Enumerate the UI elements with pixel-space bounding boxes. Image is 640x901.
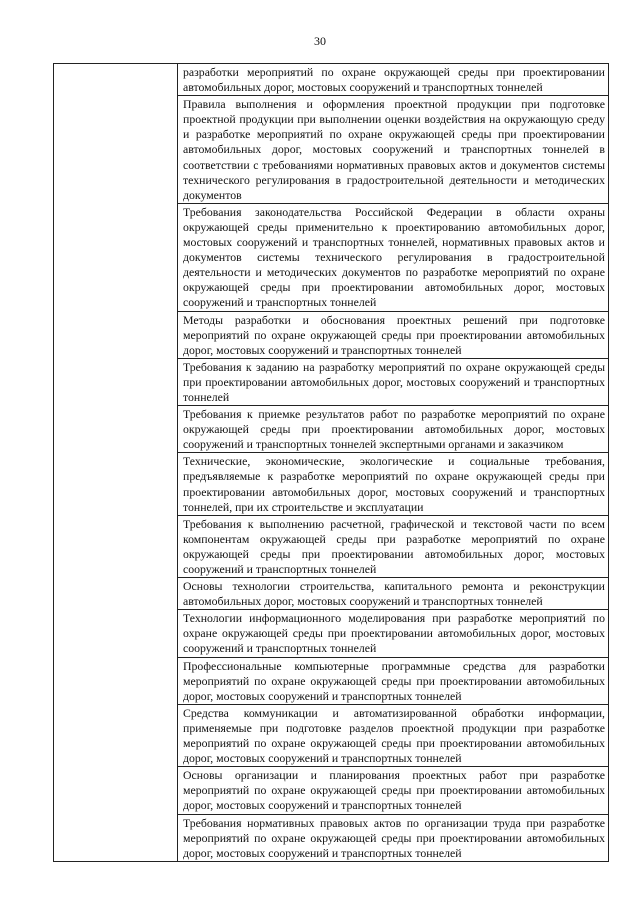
- requirement-cell: [178, 453, 609, 515]
- requirement-text: разработки мероприятий по охране окружающей среды при проектировании автомобильных дорог, мостовых сооружений и транспортных тоннелей: [183, 65, 605, 95]
- requirement-text: Требования к приемке результатов работ по разработке мероприятий по охране окружающей среды при проектировании автомобильных дорог, мостовых сооружений и транспортных тоннелей экспертными органами и заказчиком: [183, 407, 605, 452]
- requirement-text: Требования к выполнению расчетной, графической и текстовой части по всем компонентам окружающей среды при разработке мероприятий по охране окружающей среды при проектировании автомобильных дорог, мостовых сооружений и транспортных тоннелей: [183, 516, 605, 576]
- requirement-text: Методы разработки и обоснования проектных решений при подготовке мероприятий по охране окружающей среды при проектировании автомобильных дорог, мостовых сооружений и транспортных тоннелей: [183, 312, 605, 357]
- requirement-text: Технические, экономические, экологические и социальные требования, предъявляемые к разработке мероприятий по охране окружающей среды при проектировании автомобильных дорог, мостовых сооружений и транспортных тоннелей, при их строительстве и эксплуатации: [183, 454, 605, 514]
- requirement-text: Технологии информационного моделирования при разработке мероприятий по охране окружающей среды при проектировании автомобильных дорог, мостовых сооружений и транспортных тоннелей: [183, 611, 605, 656]
- requirement-cell: [178, 610, 609, 657]
- requirement-text: Основы организации и планирования проектных работ при разработке мероприятий по охране окружающей среды при проектировании автомобильных дорог, мостовых сооружений и транспортных тоннелей: [183, 768, 605, 813]
- requirement-cell: [178, 311, 609, 358]
- requirement-cell: [178, 814, 609, 861]
- requirement-cell: [178, 657, 609, 704]
- requirement-text: Требования к заданию на разработку мероприятий по охране окружающей среды при проектировании автомобильных дорог, мостовых сооружений и транспортных тоннелей: [183, 359, 605, 404]
- knowledge-table: [53, 63, 609, 862]
- requirement-cell: [178, 406, 609, 453]
- requirement-text: Требования нормативных правовых актов по организации труда при разработке мероприятий по охране окружающей среды при проектировании автомобильных дорог, мостовых сооружений и транспортных тоннелей: [183, 815, 605, 860]
- requirement-cell: [178, 64, 609, 96]
- label-column-cell: [54, 64, 178, 862]
- requirement-cell: [178, 96, 609, 204]
- requirement-text: Требования законодательства Российской Федерации в области охраны окружающей среды применительно к проектированию автомобильных дорог, мостовых сооружений и транспортных тоннелей, нормативных правовых актов и документов системы технического регулирования в градостроительной деятельности и методических документов по разработке мероприятий по охране окружающей среды при проектировании автомобильных дорог, мостовых сооружений и транспортных тоннелей: [183, 204, 605, 310]
- requirement-cell: [178, 704, 609, 766]
- table-row: [54, 64, 609, 96]
- requirement-cell: [178, 767, 609, 814]
- requirement-cell: [178, 515, 609, 577]
- requirement-cell: [178, 358, 609, 405]
- requirement-cell: [178, 203, 609, 311]
- requirement-text: Основы технологии строительства, капитального ремонта и реконструкции автомобильных дорог, мостовых сооружений и транспортных тоннелей: [183, 579, 605, 609]
- requirement-text: Профессиональные компьютерные программные средства для разработки мероприятий по охране окружающей среды при проектировании автомобильных дорог, мостовых сооружений и транспортных тоннелей: [183, 658, 605, 703]
- page-number: 30: [314, 34, 326, 48]
- requirement-text: Средства коммуникации и автоматизированной обработки информации, применяемые при подготовке разделов проектной продукции при разработке мероприятий по охране окружающей среды при проектировании автомобильных дорог, мостовых сооружений и транспортных тоннелей: [183, 705, 605, 766]
- requirement-text: Правила выполнения и оформления проектной продукции при подготовке проектной продукции при выполнении оценки воздействия на окружающую среду и разработке мероприятий по охране окружающей среды при проектировании автомобильных дорог, мостовых сооружений и транспортных тоннелей в соответствии с требованиями нормативных правовых актов и документов системы технического регулирования в градостроительной деятельности и методических документов: [183, 97, 605, 202]
- requirement-cell: [178, 578, 609, 610]
